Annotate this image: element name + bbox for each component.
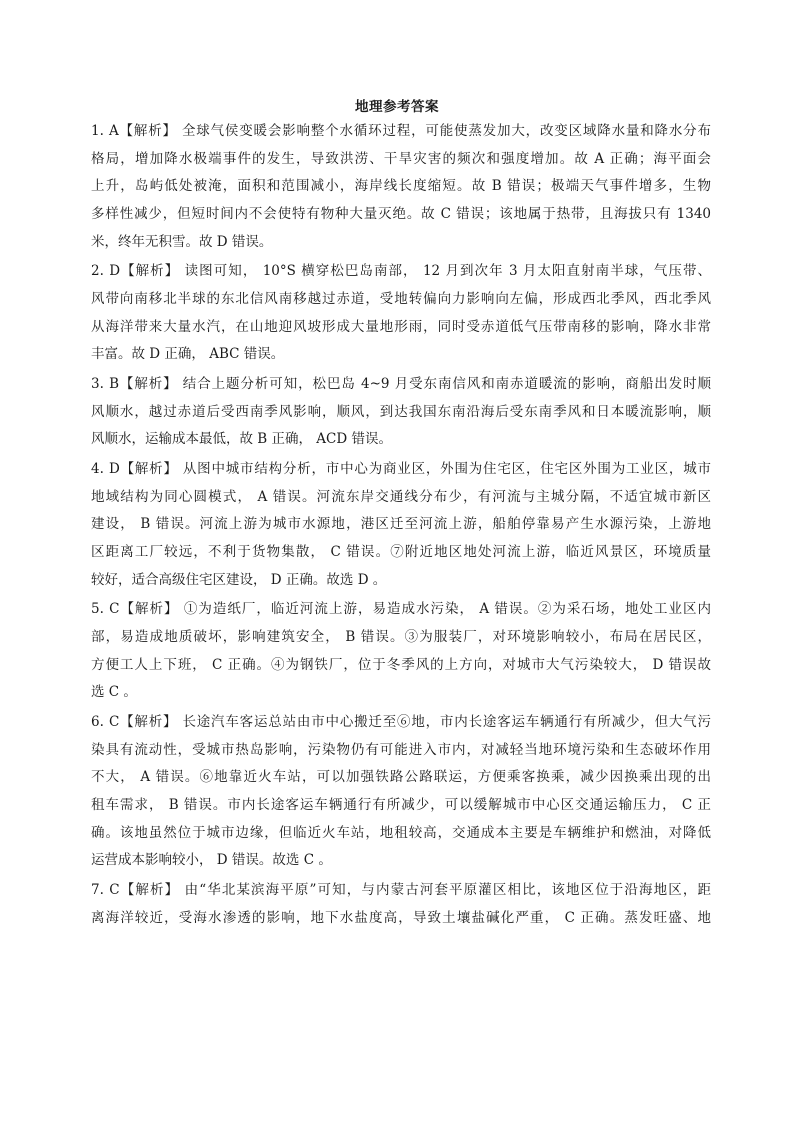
answer-line: 选 C 。	[91, 684, 137, 701]
answer-line: 较好，适合高级住宅区建设， D 正确。故选 D 。	[91, 571, 387, 588]
answer-line: 建设， B 错误。河流上游为城市水源地，港区迁至河流上游，船舶停靠易产生水源污染，上游地	[91, 516, 711, 533]
answer-line: 方便工人上下班， C 正确。④为钢铁厂，位于冬季风的上方向，对城市大气污染较大， D 错误故	[91, 656, 711, 673]
answer-line: 1. A【解析】 全球气侯变暖会影响整个水循环过程，可能使蒸发加大，改变区域降水量和降水分布	[91, 123, 711, 139]
page-title: 地理参考答案	[355, 99, 439, 115]
answer-list	[91, 118, 711, 932]
answer-line: 运营成本影响较小， D 错误。故选 C 。	[91, 852, 332, 869]
answer-line: 米，终年无积雪。故 D 错误。	[91, 233, 273, 250]
answer-item-1	[91, 118, 711, 256]
answer-line: 不大， A 错误。⑥地靠近火车站，可以加强铁路公路联运，方便乘客换乘，减少因换乘出现的出	[91, 769, 711, 786]
answer-line: 从海洋带来大量水汽，在山地迎风坡形成大量地形雨，同时受赤道低气压带南移的影响，降水非常	[91, 318, 711, 335]
answer-line: 3. B【解析】 结合上题分析可知，松巴岛 4~9 月受东南信风和南赤道暖流的影响，商船出发时顺	[91, 375, 711, 392]
answer-item-6	[91, 709, 711, 875]
answer-line: 格局，增加降水极端事件的发生，导致洪涝、干旱灾害的频次和强度增加。故 A 正确；海平面会	[91, 150, 711, 167]
answer-line: 4. D【解析】 从图中城市结构分析，市中心为商业区，外围为住宅区，住宅区外围为工业区，城市	[91, 460, 711, 477]
answer-line: 部，易造成地质破坏，影响建筑安全， B 错误。③为服装厂，对环境影响较小，布局在居民区，	[91, 628, 711, 645]
answer-item-2	[91, 258, 711, 369]
answer-item-5	[91, 596, 711, 707]
answer-line: 染具有流动性，受城市热岛影响，污染物仍有可能进入市内，对减轻当地环境污染和生态破坏作用	[91, 741, 711, 758]
answer-line: 区距离工厂较远，不利于货物集散， C 错误。⑦附近地区地处河流上游，临近风景区，环境质量	[91, 543, 711, 560]
answer-item-4	[91, 456, 711, 594]
answer-line: 离海洋较近，受海水渗透的影响，地下水盐度高，导致土壤盐碱化严重， C 正确。蒸发旺盛、地	[91, 909, 711, 926]
answer-line: 地域结构为同心圆模式， A 错误。河流东岸交通线分布少，有河流与主城分隔，不适宜城市新区	[91, 488, 711, 505]
answer-line: 5. C【解析】 ①为造纸厂，临近河流上游，易造成水污染， A 错误。②为采石场，地处工业区内	[91, 601, 711, 618]
answer-item-3	[91, 371, 711, 454]
answer-line: 上升，岛屿低处被淹，面积和范围减小，海岸线长度缩短。故 B 错误；极端天气事件增多，生物	[91, 178, 711, 195]
answer-line: 风顺水，越过赤道后受西南季风影响，顺风，到达我国东南沿海后受东南季风和日本暖流影响，顺	[91, 403, 711, 420]
answer-line: 2. D【解析】 读图可知， 10°S 横穿松巴岛南部， 12 月到次年 3 月太阳直射南半球，气压带、	[91, 263, 711, 280]
answer-line: 风顺水，运输成本最低，故 B 正确， ACD 错误。	[91, 431, 392, 448]
answer-line: 多样性减少，但短时间内不会使特有物种大量灭绝。故 C 错误；该地属于热带，且海拔只有 1340	[91, 206, 711, 223]
answer-line: 租车需求， B 错误。市内长途客运车辆通行有所减少，可以缓解城市中心区交通运输压力， C 正	[91, 796, 711, 813]
answer-line: 风带向南移北半球的东北信风南移越过赤道，受地转偏向力影响向左偏，形成西北季风，西北季风	[91, 291, 711, 308]
answer-line: 确。该地虽然位于城市边缘，但临近火车站，地租较高，交通成本主要是车辆维护和燃油，对降低	[91, 824, 711, 841]
answer-line: 丰富。故 D 正确， ABC 错误。	[91, 346, 285, 363]
answer-item-7	[91, 877, 711, 932]
answer-line: 6. C【解析】 长途汽车客运总站由市中心搬迁至⑥地，市内长途客运车辆通行有所减少，但大气污	[91, 713, 711, 730]
answer-line: 7. C【解析】 由“华北某滨海平原”可知，与内蒙古河套平原灌区相比，该地区位于沿海地区，距	[91, 881, 711, 898]
